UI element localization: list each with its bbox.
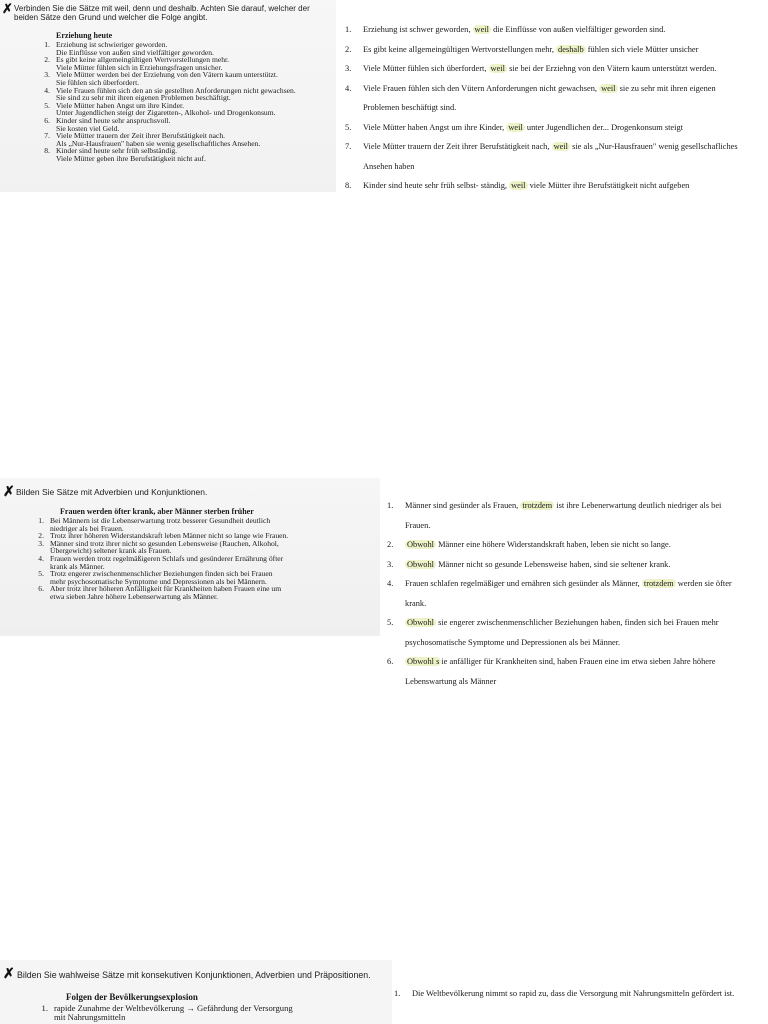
answer-number: 5. <box>345 122 352 132</box>
exercise-item-line: Übergewicht) seltener krank als Frauen. <box>50 546 172 556</box>
exercise-item-line: niedriger als bei Frauen. <box>50 523 124 533</box>
exercise-title: Frauen werden öfter krank, aber Männer sterben früher <box>60 507 254 516</box>
exercise-item-line: rapide Zunahme der Weltbevölkerung → Gefährdung der Versorgung <box>54 1003 293 1013</box>
answer-fragment: die Einflüsse von außen vielfältiger geworden sind. <box>490 25 666 34</box>
answer-number: 7. <box>345 142 352 151</box>
answer-text <box>363 118 740 138</box>
answer-text <box>363 79 740 118</box>
answer-fragment: Kinder sind heute sehr früh selbst- ständig, <box>363 181 510 190</box>
answer-item <box>387 555 732 575</box>
answer-item <box>345 79 740 118</box>
answer-list <box>387 496 732 691</box>
highlighted-connector: weil <box>511 181 526 190</box>
answer-number: 1. <box>345 25 352 34</box>
answer-text <box>405 613 732 652</box>
checked-x-mark: ✗ <box>3 965 15 981</box>
exercise-item-number: 6. <box>38 584 44 594</box>
answer-number: 6. <box>387 657 394 666</box>
exercise-item-number <box>34 155 56 163</box>
answer-fragment: sie bei der Erziehng von den Vätern kaum unterstützt werden. <box>506 64 717 73</box>
answer-item <box>345 118 740 138</box>
answer-list <box>394 984 739 1004</box>
answer-fragment: werden sie öfter krank. <box>405 579 732 608</box>
answer-number: 8. <box>345 181 352 190</box>
exercise-instruction: Verbinden Sie die Sätze mit weil, denn und deshalb. Achten Sie darauf, welcher der beiden Sätze den Grund und welcher die Folge angibt. <box>14 4 310 22</box>
exercise-item-number <box>32 1013 54 1022</box>
checked-x-mark: ✗ <box>3 483 15 499</box>
answer-fragment: sie als „Nur-Hausfrauen" wenig gesellschafliches Ansehen haben <box>363 142 738 171</box>
exercise-item-line: Kinder sind heute sehr anspruchsvoll. <box>56 115 171 125</box>
answer-fragment: Es gibt keine allgemeingültigen Wertvorstellungen mehr, <box>363 44 557 54</box>
answer-fragment: Viele Mütter fühlen sich überfordert, <box>363 64 489 73</box>
exercise-item <box>28 593 368 601</box>
answer-fragment: sie zu sehr mit ihren eigenen Problemen beschäftigt sind. <box>363 83 716 112</box>
exercise-item-line: Frauen werden trotz regelmäßigeren Schlafs und gesünderer Ernährung öfter <box>50 553 284 563</box>
answer-text <box>405 496 732 535</box>
answer-fragment: ie anfälliger für Krankheiten sind, haben Frauen eine im etwa sieben Jahre höhere Lebenswartung als Männer <box>405 657 716 686</box>
answer-fragment: unter Jugendlichen der... Drogenkonsum steigt <box>524 122 683 132</box>
answer-fragment: Frauen schlafen regelmäßiger und ernähren sich gesünder als Männer, <box>405 579 642 588</box>
answer-fragment: Erziehung ist schwer geworden, <box>363 25 473 34</box>
exercise-item-number: 2. <box>44 55 50 65</box>
highlighted-connector: deshalb <box>558 44 584 54</box>
answer-item <box>387 613 732 652</box>
exercise-item-line: mehr psychosomatische Symptome und Depressionen als bei Männern. <box>50 576 267 586</box>
answer-text <box>405 574 732 613</box>
answer-item <box>345 59 740 79</box>
exercise-item-line: Viele Mütter werden bei der Erziehung von den Vätern kaum unterstützt. <box>56 70 278 80</box>
exercise-item-number: 3. <box>44 70 50 80</box>
answer-text <box>412 984 739 1004</box>
answer-fragment: sie engerer zwischenmenschlicher Beziehungen haben, finden sich bei Frauen mehr psychosomatische Symptome und Depressionen als bei Männer. <box>405 618 719 647</box>
exercise-item-number: 2. <box>38 531 44 541</box>
exercise-item-line: Es gibt keine allgemeingültigen Wertvorstellungen mehr. <box>56 55 230 65</box>
highlighted-connector: weil <box>474 25 489 34</box>
answer-item <box>387 574 732 613</box>
exercise-item-line: Aber trotz ihrer höheren Anfälligkeit für Krankheiten haben Frauen eine um <box>50 584 282 594</box>
answer-number: 4. <box>345 83 352 93</box>
answer-fragment: fühlen sich viele Mütter unsicher <box>585 44 699 54</box>
exercise-item-number: 6. <box>44 115 50 125</box>
exercise-item-line: Männer sind trotz ihrer nicht so gesunden Lebensweise (Rauchen, Alkohol, <box>50 538 279 548</box>
checked-x-mark: ✗ <box>2 1 13 16</box>
answer-item <box>345 40 740 60</box>
exercise-item-line: Trotz engerer zwischenmenschlicher Beziehungen finden sich bei Frauen <box>50 569 273 579</box>
exercise-item-line: Sie kosten viel Geld. <box>56 123 120 133</box>
answer-fragment: ist ihre Lebenerwartung deutlich niedriger als bei Frauen. <box>405 501 722 530</box>
highlighted-connector: weil <box>601 83 616 93</box>
answer-item <box>345 176 740 196</box>
highlighted-connector: weil <box>508 122 523 132</box>
answer-item <box>345 137 740 176</box>
exercise-list <box>28 517 368 601</box>
answer-fragment: Viele Mütter haben Angst um ihre Kinder, <box>363 122 507 132</box>
answer-text <box>405 535 732 555</box>
answer-list <box>345 20 740 196</box>
highlighted-connector: Obwohl s <box>407 657 440 666</box>
exercise-item-line: Viele Frauen fühlen sich den an sie gestellten Anforderungen nicht gewachsen. <box>56 85 296 95</box>
answer-item <box>345 20 740 40</box>
answer-number: 2. <box>387 540 394 549</box>
answer-fragment: Männer eine höhere Widerstandskraft haben, leben sie nicht so lange. <box>436 540 671 549</box>
exercise-item-line: etwa sieben Jahre höhere Lebenserwartung als Männer. <box>50 591 219 601</box>
exercise-item-number <box>28 593 50 601</box>
highlighted-connector: trotzdem <box>522 501 553 510</box>
exercise-item-number: 1. <box>38 516 44 525</box>
exercise-item-number: 4. <box>38 553 44 563</box>
exercise-title: Folgen der Bevölkerungsexplosion <box>66 992 198 1002</box>
answer-text <box>363 176 740 196</box>
exercise-list <box>34 41 334 163</box>
exercise-item-line: Sie fühlen sich überfordert. <box>56 77 140 87</box>
exercise-item-line: Sie sind zu sehr mit ihren eigenen Problemen beschäftigt. <box>56 93 231 103</box>
answer-item <box>387 652 732 691</box>
exercise-item-number: 4. <box>44 85 50 95</box>
answer-fragment: Die Weltbevölkerung nimmt so rapid zu, dass die Versorgung mit Nahrungsmitteln gefördert ist. <box>412 989 735 998</box>
answer-item <box>387 535 732 555</box>
answer-item <box>394 984 739 1004</box>
highlighted-connector: trotzdem <box>643 579 674 588</box>
highlighted-connector: weil <box>490 64 505 73</box>
exercise-item-number: 1. <box>44 40 50 49</box>
exercise-item <box>34 155 334 163</box>
exercise-item-line: Erziehung ist schwieriger geworden. <box>56 40 168 49</box>
exercise-item-line: Viele Mütter fühlen sich in Erziehungsfragen unsicher. <box>56 62 223 72</box>
exercise-item-line: Kinder sind heute sehr früh selbständig. <box>56 146 178 156</box>
exercise-item-number: 1. <box>41 1003 48 1013</box>
answer-text <box>363 137 740 176</box>
answer-number: 3. <box>345 64 352 73</box>
answer-fragment: viele Mütter ihre Berufstätigkeit nicht aufgeben <box>527 181 690 190</box>
answer-fragment: Viele Mütter trauern der Zeit ihrer Berufstätigkeit nach, <box>363 142 552 151</box>
answer-text <box>363 59 740 79</box>
answer-text <box>405 555 732 575</box>
exercise-item <box>32 1013 382 1022</box>
exercise-item-number: 5. <box>44 100 50 110</box>
answer-text <box>363 20 740 40</box>
exercise-item-line: Unter Jugendlichen steigt der Zigaretten-, Alkohol- und Drogenkonsum. <box>56 108 276 118</box>
answer-item <box>387 496 732 535</box>
exercise-instruction: Bilden Sie Sätze mit Adverbien und Konjunktionen. <box>16 487 208 497</box>
exercise-title: Erziehung heute <box>56 31 113 40</box>
exercise-item-line: krank als Männer. <box>50 561 105 571</box>
answer-number: 1. <box>387 501 394 510</box>
exercise-item-number: 5. <box>38 569 44 579</box>
answer-number: 1. <box>394 989 401 998</box>
answer-text <box>363 40 740 60</box>
highlighted-connector: Obwohl <box>407 618 434 627</box>
highlighted-connector: Obwohl <box>407 559 434 569</box>
exercise-item-line: Viele Mütter haben Angst um ihre Kinder. <box>56 100 184 110</box>
exercise-item-line: Bei Männern ist die Lebenserwartung trotz besserer Gesundheit deutlich <box>50 516 271 525</box>
highlighted-connector: weil <box>553 142 568 151</box>
exercise-item-line: Trotz ihrer höheren Widerstandskraft leben Männer nicht so lange wie Frauen. <box>50 531 289 541</box>
answer-fragment: Viele Frauen fühlen sich den Vütern Anforderungen nicht gewachsen, <box>363 83 600 93</box>
answer-number: 5. <box>387 618 394 627</box>
exercise-item-number: 3. <box>38 538 44 548</box>
answer-number: 3. <box>387 559 394 569</box>
exercise-list <box>32 1004 382 1022</box>
answer-fragment: Männer nicht so gesunde Lebensweise haben, sind sie seltener krank. <box>436 559 671 569</box>
answer-fragment: Männer sind gesünder als Frauen, <box>405 501 521 510</box>
exercise-item-line: Die Einflüsse von außen sind vielfältiger geworden. <box>56 47 214 57</box>
answer-text <box>405 652 732 691</box>
answer-number: 2. <box>345 44 352 54</box>
exercise-instruction: Bilden Sie wahlweise Sätze mit konsekutiven Konjunktionen, Adverbien und Präpositionen. <box>17 970 371 980</box>
highlighted-connector: Obwohl <box>407 540 434 549</box>
exercise-item-line: mit Nahrungsmitteln <box>54 1012 126 1022</box>
exercise-item-number: 7. <box>44 131 50 141</box>
exercise-item-line: Viele Mütter trauern der Zeit ihrer Berufstätigkeit nach. <box>56 131 226 141</box>
exercise-item-line: Als „Nur-Hausfrauen" haben sie wenig gesellschaftliches Ansehen. <box>56 138 261 148</box>
answer-number: 4. <box>387 579 394 588</box>
exercise-item-number: 8. <box>44 146 50 156</box>
exercise-item-line: Viele Mütter geben ihre Berufstätigkeit nicht auf. <box>56 153 206 163</box>
